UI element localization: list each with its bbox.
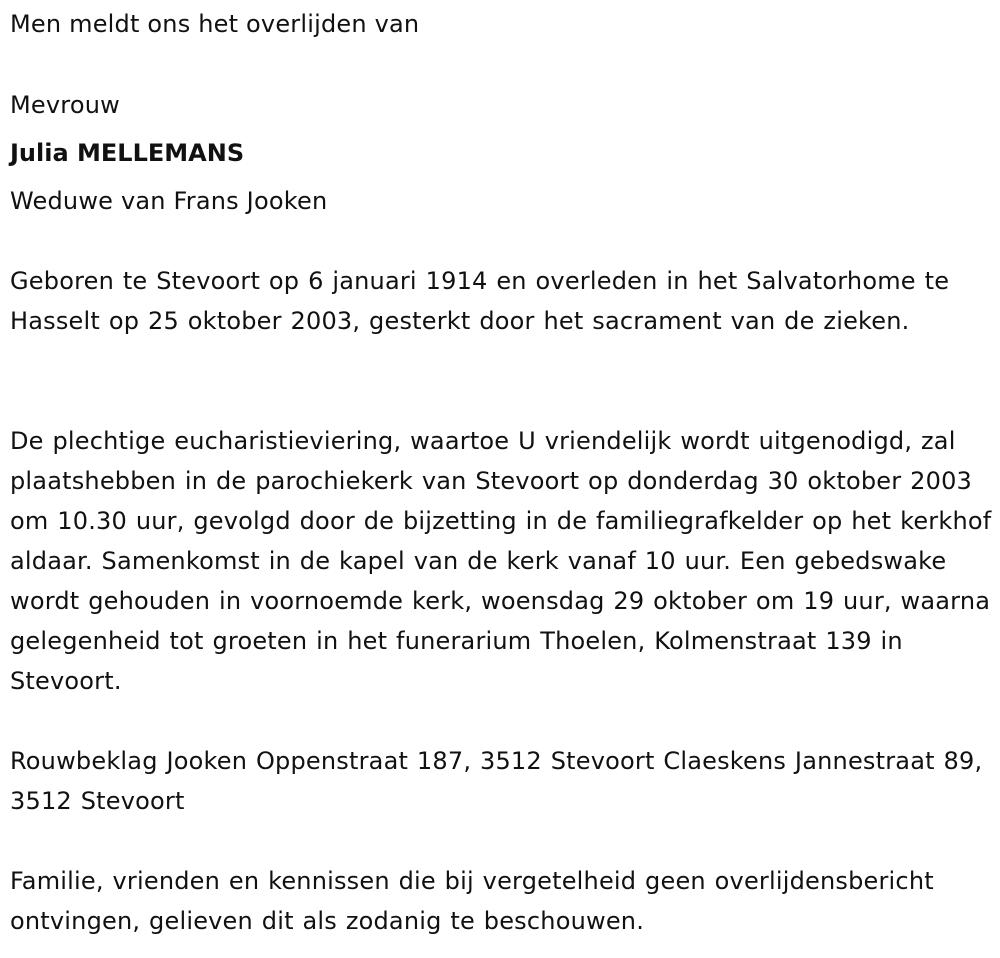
intro-line: Men meldt ons het overlijden van (10, 10, 420, 38)
deceased-name: Julia MELLEMANS (10, 139, 245, 167)
birth-death-paragraph: Geboren te Stevoort op 6 januari 1914 en overleden in het Salvatorhome te Hasselt op 25 oktober 2003, gesterkt door het sacrament van de zieken. (10, 267, 950, 335)
closing-paragraph: Familie, vrienden en kennissen die bij vergetelheid geen overlijdensbericht ontvingen, gelieven dit als zodanig te beschouwen. (10, 867, 934, 935)
ceremony-paragraph: De plechtige eucharistieviering, waartoe U vriendelijk wordt uitgenodigd, zal plaatshebben in de parochiekerk van Stevoort op donderdag 30 oktober 2003 om 10.30 uur, gevolgd door de bijzetting in de familiegrafkelder op het kerkhof aldaar. Samenkomst in de kapel van de kerk vanaf 10 uur. Een gebedswake wordt gehouden in voornoemde kerk, woensdag 29 oktober om 19 uur, waarna gelegenheid tot groeten in het funerarium Thoelen, Kolmenstraat 139 in Stevoort. (10, 427, 992, 695)
spouse-relation: Weduwe van Frans Jooken (10, 187, 328, 215)
honorific: Mevrouw (10, 91, 120, 119)
condolence-paragraph: Rouwbeklag Jooken Oppenstraat 187, 3512 Stevoort Claeskens Jannestraat 89, 3512 Stevoort (10, 747, 983, 815)
